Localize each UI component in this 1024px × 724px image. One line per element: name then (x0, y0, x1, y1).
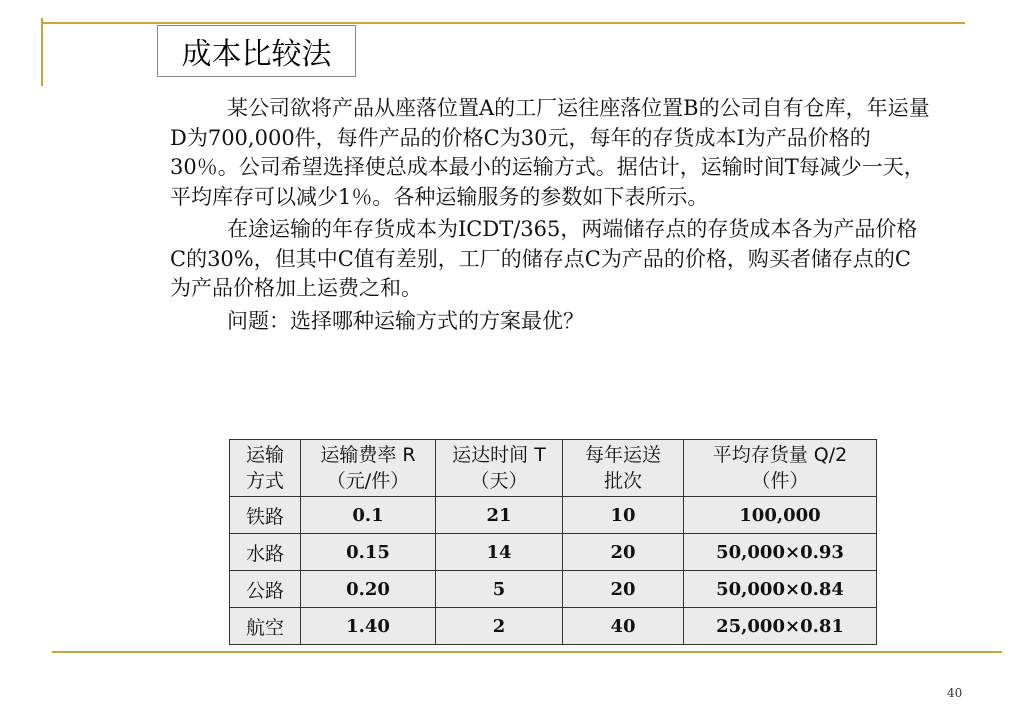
cell-average-inventory: 50,000×0.84 (684, 571, 877, 608)
cell-shipments: 20 (563, 534, 684, 571)
table-row (230, 534, 877, 571)
table-row (230, 497, 877, 534)
slide-title: 成本比较法 (157, 25, 356, 77)
header-average-inventory: 平均存货量 Q/2 （件） (684, 440, 877, 497)
header-rate: 运输费率 R （元/件） (301, 440, 436, 497)
paragraph-inventory-cost: 在途运输的年存货成本为ICDT/365，两端储存点的存货成本各为产品价格C的30%，但其中C值有差别，工厂的储存点C为产品的价格，购买者储存点的C为产品价格加上运费之和。 (170, 217, 918, 300)
cell-shipments: 40 (563, 608, 684, 645)
table-row (230, 571, 877, 608)
cell-rate: 1.40 (301, 608, 436, 645)
page-number: 40 (947, 686, 963, 700)
cell-shipments: 20 (563, 571, 684, 608)
decorative-vertical-line (41, 18, 43, 86)
cell-rate: 0.20 (301, 571, 436, 608)
header-mode: 运输 方式 (230, 440, 301, 497)
cell-average-inventory: 50,000×0.93 (684, 534, 877, 571)
cell-mode: 航空 (230, 608, 301, 645)
cell-mode: 水路 (230, 534, 301, 571)
cell-shipments: 10 (563, 497, 684, 534)
table-header-row (230, 440, 877, 497)
cell-transit-time: 14 (436, 534, 563, 571)
paragraph-question: 问题：选择哪种运输方式的方案最优？ (227, 308, 584, 333)
paragraph-problem: 某公司欲将产品从座落位置A的工厂运往座落位置B的公司自有仓库，年运量D为700,000件，每件产品的价格C为30元，每年的存货成本I为产品价格的30％。公司希望选择使总成本最小的运输方式。据估计，运输时间T每减少一天，平均库存可以减少1％。各种运输服务的参数如下表所示。 (170, 96, 930, 209)
decorative-top-line (41, 22, 965, 24)
cell-transit-time: 21 (436, 497, 563, 534)
cell-average-inventory: 100,000 (684, 497, 877, 534)
header-shipments-per-year: 每年运送 批次 (563, 440, 684, 497)
decorative-bottom-line (52, 651, 1002, 653)
problem-description (170, 94, 930, 336)
cell-average-inventory: 25,000×0.81 (684, 608, 877, 645)
cell-transit-time: 2 (436, 608, 563, 645)
cell-rate: 0.15 (301, 534, 436, 571)
table-row (230, 608, 877, 645)
transport-parameters-table (229, 439, 877, 645)
cell-mode: 公路 (230, 571, 301, 608)
header-transit-time: 运达时间 T （天） (436, 440, 563, 497)
cell-rate: 0.1 (301, 497, 436, 534)
cell-mode: 铁路 (230, 497, 301, 534)
cell-transit-time: 5 (436, 571, 563, 608)
